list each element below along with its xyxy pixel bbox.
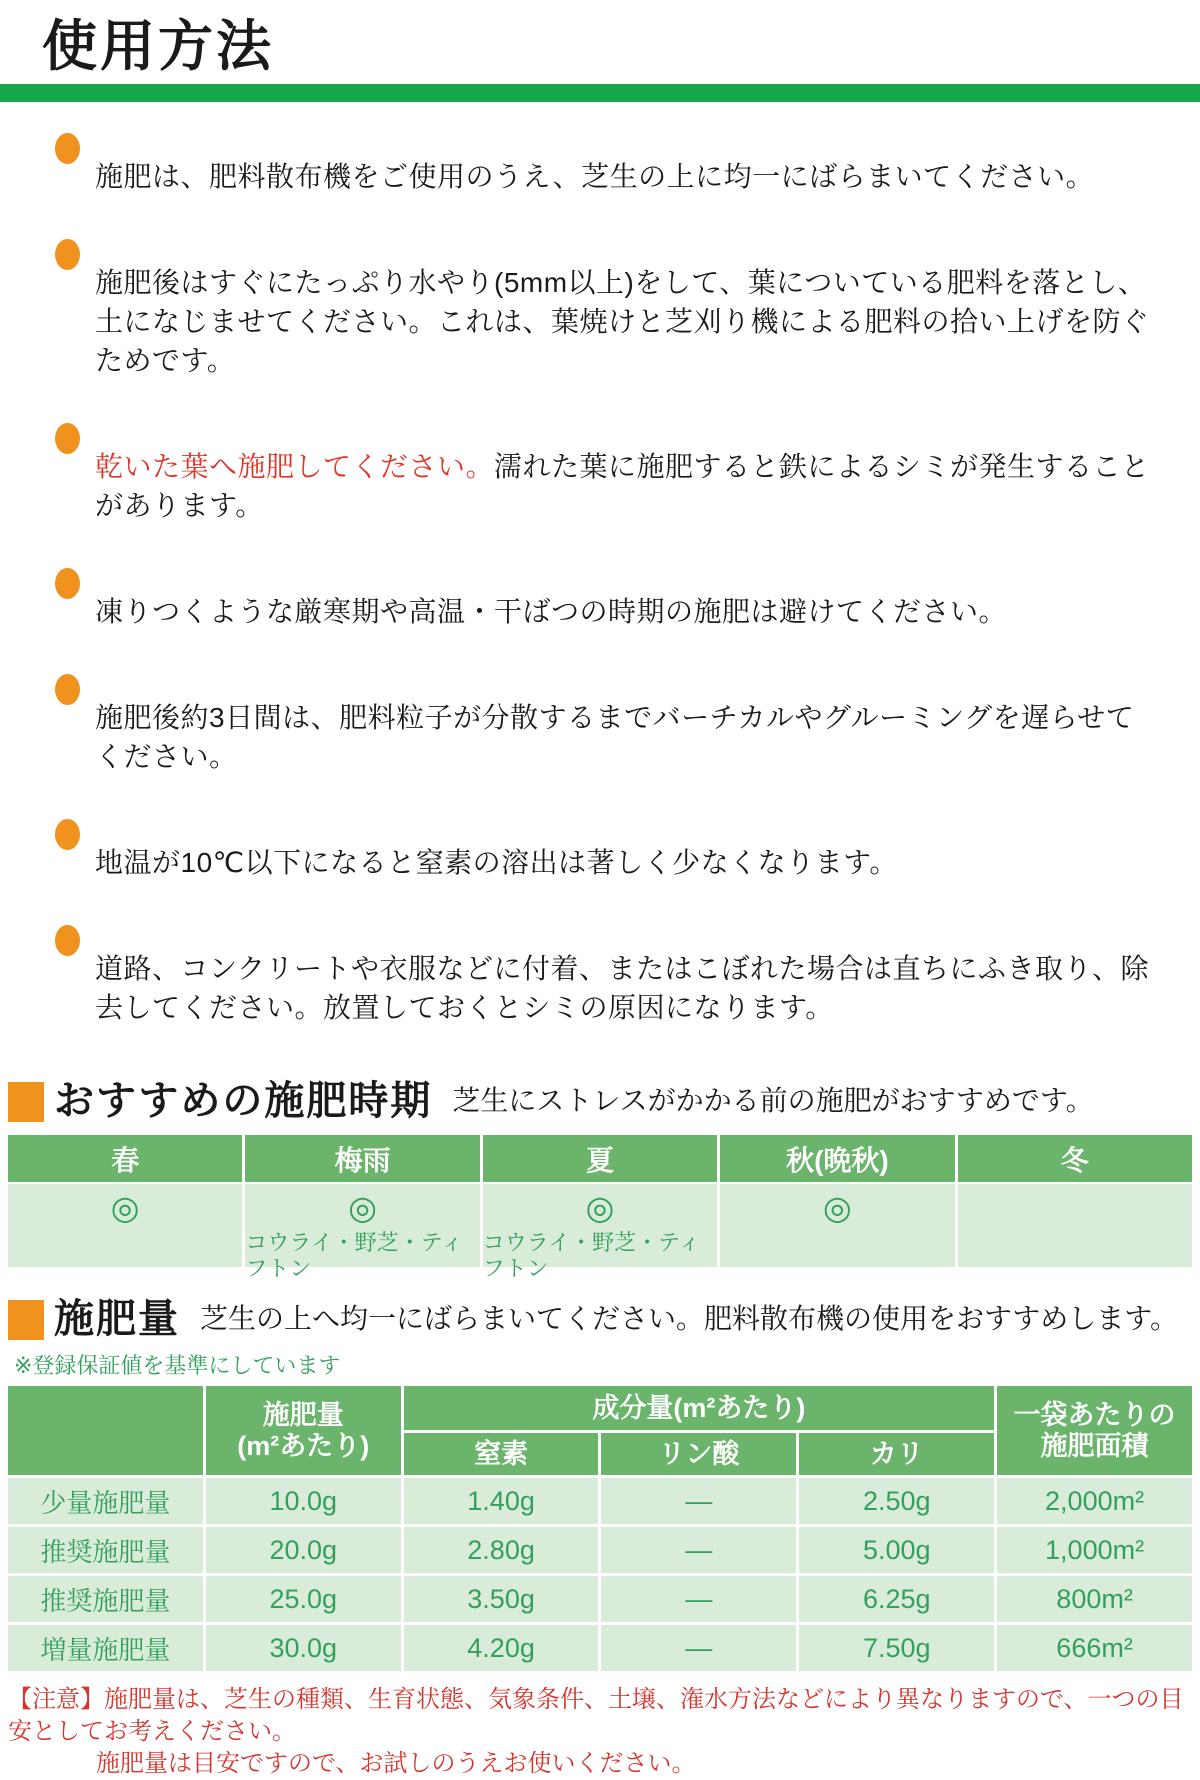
amount-value: 10.0g — [206, 1478, 401, 1524]
potassium-value: 6.25g — [799, 1576, 994, 1622]
season-cell — [482, 1184, 717, 1281]
caution-notes — [8, 1684, 1200, 1780]
season-table-body-row — [8, 1184, 1192, 1281]
bullet-text: 地温が10℃以下になると窒素の溶出は著しく少なくなります。 — [95, 847, 898, 878]
list-item — [55, 564, 1162, 659]
list-item — [55, 419, 1162, 553]
season-cell — [958, 1184, 1192, 1267]
section-marker-icon — [8, 1300, 44, 1340]
bullet-warning-text: 乾いた葉へ施肥してください。 — [95, 451, 495, 482]
header-line: 一袋あたりの — [1013, 1399, 1176, 1430]
bullet-text: 濡れた葉に施肥すると鉄によるシミが発生することがあります。 — [95, 451, 1150, 521]
nitrogen-value: 4.20g — [404, 1625, 599, 1671]
double-circle-mark: ◎ — [348, 1189, 377, 1226]
section-marker-icon — [8, 1082, 44, 1122]
bullet-text: 施肥は、肥料散布機をご使用のうえ、芝生の上に均一にばらまいてください。 — [95, 161, 1095, 192]
bullet-dot-icon — [55, 423, 80, 454]
section-subtitle: 芝生の上へ均一にばらまいてください。肥料散布機の使用をおすすめします。 — [200, 1303, 1179, 1334]
phosphate-value: ― — [601, 1625, 796, 1671]
season-cell — [720, 1184, 954, 1267]
bullet-text: 道路、コンクリートや衣服などに付着、またはこぼれた場合は直ちにふき取り、除去してください。放置しておくとシミの原因になります。 — [95, 953, 1149, 1023]
list-item — [55, 815, 1162, 910]
double-circle-mark: ◎ — [822, 1189, 852, 1226]
caution-line: 【注意】施肥量は、芝生の種類、生育状態、気象条件、土壌、潅水方法などにより異なりますので、一つの目安としてお考えください。 — [8, 1686, 1184, 1745]
phosphate-column-header: リン酸 — [601, 1433, 796, 1475]
row-label: 増量施肥量 — [8, 1625, 203, 1671]
component-group-header: 成分量(m²あたり) — [404, 1386, 995, 1430]
amount-value: 25.0g — [206, 1576, 401, 1622]
bullet-dot-icon — [55, 133, 80, 164]
season-table-header-row — [8, 1135, 1192, 1182]
bullet-dot-icon — [55, 674, 80, 705]
title-underline-bar — [0, 84, 1200, 102]
nitrogen-value: 1.40g — [404, 1478, 599, 1524]
grass-type-note: コウライ・野芝・ティフトン — [482, 1230, 701, 1281]
header-line: 施肥面積 — [1040, 1430, 1149, 1461]
amount-value: 20.0g — [206, 1527, 401, 1573]
list-item — [55, 670, 1162, 804]
potassium-value: 2.50g — [799, 1478, 994, 1524]
section-title: 施肥量 — [54, 1297, 180, 1341]
area-value: 800m² — [997, 1576, 1192, 1622]
section-subtitle: 芝生にストレスがかかる前の施肥がおすすめです。 — [452, 1085, 1094, 1116]
season-section-header — [8, 1079, 1200, 1122]
caution-line: 施肥量は目安ですので、お試しのうえお使いください。 — [96, 1750, 696, 1777]
area-column-header — [997, 1386, 1192, 1475]
column-header: 冬 — [958, 1135, 1192, 1182]
area-value: 666m² — [997, 1625, 1192, 1671]
season-cell — [8, 1184, 242, 1267]
bullet-text: 施肥後はすぐにたっぷり水やり(5mm以上)をして、葉についている肥料を落とし、土になじませてください。これは、葉焼けと芝刈り機による肥料の拾い上げを防ぐためです。 — [95, 267, 1150, 376]
bullet-dot-icon — [55, 819, 80, 850]
phosphate-value: ― — [601, 1478, 796, 1524]
nitrogen-column-header: 窒素 — [404, 1433, 599, 1475]
double-circle-mark: ◎ — [110, 1189, 140, 1226]
bullet-dot-icon — [55, 568, 80, 599]
row-label: 推奨施肥量 — [8, 1576, 203, 1622]
season-cell — [245, 1184, 479, 1281]
column-header: 春 — [8, 1135, 242, 1182]
list-item — [55, 235, 1162, 408]
amount-section-header — [8, 1297, 1200, 1340]
double-circle-mark: ◎ — [585, 1189, 615, 1226]
potassium-column-header: カリ — [799, 1433, 994, 1475]
phosphate-value: ― — [601, 1576, 796, 1622]
row-label: 推奨施肥量 — [8, 1527, 203, 1573]
header-line: 施肥量 — [262, 1399, 344, 1430]
potassium-value: 7.50g — [799, 1625, 994, 1671]
column-header: 梅雨 — [245, 1135, 479, 1182]
amount-column-header — [206, 1386, 401, 1475]
nitrogen-value: 3.50g — [404, 1576, 599, 1622]
column-header: 秋(晩秋) — [720, 1135, 954, 1182]
bullet-dot-icon — [55, 925, 80, 956]
section-title: おすすめの施肥時期 — [54, 1079, 433, 1123]
area-value: 2,000m² — [997, 1478, 1192, 1524]
amount-table — [8, 1386, 1192, 1671]
empty-header-cell — [8, 1386, 203, 1475]
row-label: 少量施肥量 — [8, 1478, 203, 1524]
usage-bullet-list — [55, 129, 1162, 1055]
phosphate-value: ― — [601, 1527, 796, 1573]
header-line: (m²あたり) — [237, 1430, 370, 1461]
nitrogen-value: 2.80g — [404, 1527, 599, 1573]
page-title: 使用方法 — [42, 15, 275, 77]
list-item — [55, 129, 1162, 224]
season-table — [8, 1135, 1192, 1281]
potassium-value: 5.00g — [799, 1527, 994, 1573]
amount-value: 30.0g — [206, 1625, 401, 1671]
bullet-dot-icon — [55, 239, 80, 270]
list-item — [55, 921, 1162, 1055]
grass-type-note: コウライ・野芝・ティフトン — [245, 1230, 463, 1281]
registration-note: ※登録保証値を基準にしています — [14, 1353, 341, 1378]
column-header: 夏 — [483, 1135, 717, 1182]
bullet-text: 施肥後約3日間は、肥料粒子が分散するまでバーチカルやグルーミングを遅らせてください。 — [95, 702, 1135, 772]
area-value: 1,000m² — [997, 1527, 1192, 1573]
bullet-text: 凍りつくような厳寒期や高温・干ばつの時期の施肥は避けてください。 — [95, 596, 1008, 627]
